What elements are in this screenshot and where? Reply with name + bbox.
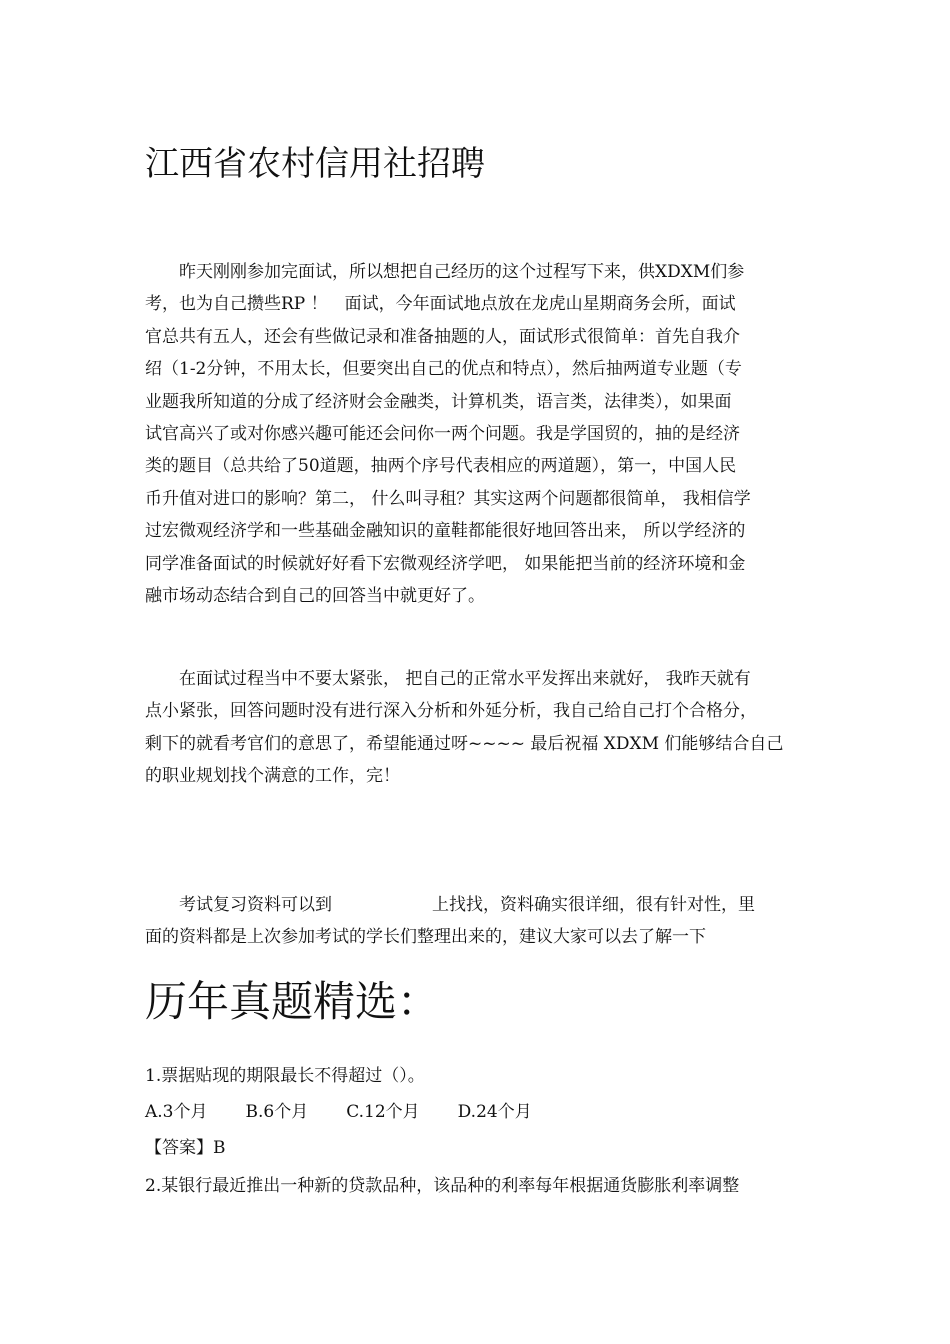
option-a: A.3个月 [145, 1102, 208, 1122]
text-segment: 上找找，资料确实很详细，很有针对性，里 [432, 895, 755, 915]
option-b: B.6个月 [245, 1102, 309, 1122]
text-line: 试官高兴了或对你感兴趣可能还会问你一两个问题。我是学国贸的，抽的是经济 [145, 424, 740, 445]
text-line: 面的资料都是上次参加考试的学长们整理出来的，建议大家可以去了解一下 [145, 927, 706, 948]
body-paragraph-interview [145, 256, 815, 612]
text-line: 同学准备面试的时候就好好看下宏微观经济学吧， 如果能把当前的经济环境和金 [145, 553, 746, 574]
text-line: 币升值对进口的影响？第二， 什么叫寻租？其实这两个问题都很简单， 我相信学 [145, 488, 751, 509]
text-line: 在面试过程当中不要太紧张， 把自己的正常水平发挥出来就好， 我昨天就有 [145, 669, 751, 689]
question-1: 1.票据贴现的期限最长不得超过（）。 [145, 1066, 425, 1086]
text-segment: 考试复习资料可以到 [145, 895, 332, 915]
option-d: D.24个月 [457, 1102, 532, 1122]
text-line: 过宏微观经济学和一些基础金融知识的童鞋都能很好地回答出来， 所以学经济的 [145, 521, 746, 542]
option-c: C.12个月 [346, 1102, 420, 1122]
text-line: 类的题目（总共给了50道题，抽两个序号代表相应的两道题），第一，中国人民 [145, 456, 737, 477]
text-line: 剩下的就看考官们的意思了，希望能通过呀~~~~ 最后祝福 XDXM 们能够结合自己 [145, 733, 784, 754]
body-paragraph-resources [145, 889, 815, 954]
text-line: 融市场动态结合到自己的回答当中就更好了。 [145, 586, 485, 607]
text-line: 考，也为自己攒些RP ！ 面试，今年面试地点放在龙虎山星期商务会所，面试 [145, 294, 736, 315]
text-line: 昨天刚刚参加完面试，所以想把自己经历的这个过程写下来，供XDXM们参 [145, 262, 745, 282]
question-1-options [145, 1096, 825, 1128]
body-paragraph-advice [145, 663, 815, 793]
text-line: 的职业规划找个满意的工作，完！ [145, 766, 400, 787]
text-line: 业题我所知道的分成了经济财会金融类，计算机类，语言类，法律类），如果面 [145, 391, 732, 412]
question-2: 2.某银行最近推出一种新的贷款品种，该品种的利率每年根据通货膨胀利率调整 [145, 1176, 740, 1196]
section-title: 历年真题精选： [145, 977, 440, 1026]
text-line [145, 889, 815, 921]
text-line: 官总共有五人，还会有些做记录和准备抽题的人，面试形式很简单：首先自我介 [145, 326, 740, 347]
question-1-answer: 【答案】B [145, 1138, 226, 1158]
text-line: 点小紧张，回答问题时没有进行深入分析和外延分析，我自己给自己打个合格分， [145, 701, 757, 722]
document-title: 江西省农村信用社招聘 [145, 144, 485, 184]
text-line: 绍（1-2分钟，不用太长，但要突出自己的优点和特点），然后抽两道专业题（专 [145, 359, 742, 380]
